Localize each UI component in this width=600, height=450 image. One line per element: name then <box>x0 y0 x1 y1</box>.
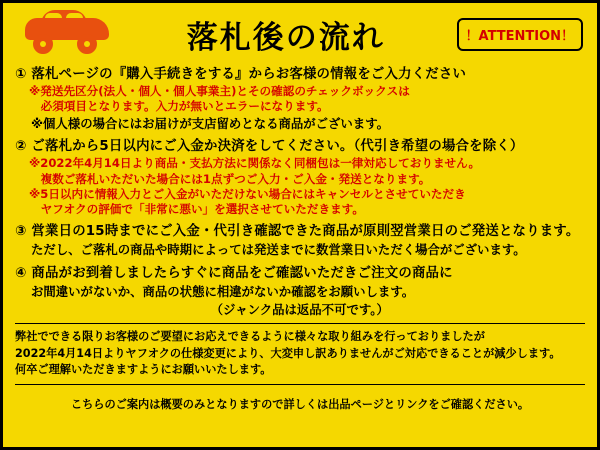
step-number: ② <box>15 139 27 155</box>
divider <box>15 323 585 324</box>
footer <box>3 323 597 412</box>
step-main-line <box>15 137 585 156</box>
step-sub-line: ※2022年4月14日より商品・支払方法に関係なく同梱包は一律対応しておりません。 <box>29 156 481 171</box>
page-title: 落札後の流れ <box>186 19 385 56</box>
step-sub-line: 複数ご落札いただいた場合には1点ずつご入力・ご入金・発送となります。 <box>29 171 431 186</box>
footer-line: 何卒ご理解いただきますようにお願いいたします。 <box>15 362 272 376</box>
step-sub-line: ただし、ご落札の商品や時期によっては発送までに数営業日いただく場合がございます。 <box>31 242 526 258</box>
step-number: ① <box>15 67 27 82</box>
step-main-text: 商品がお到着しましたらすぐに商品をご確認いただきご注文の商品に <box>31 266 453 282</box>
step-main-text: ご落札から5日以内にご入金か決済をしてください。（代引き希望の場合を除く） <box>31 139 524 155</box>
step-main-line <box>15 65 585 84</box>
step-sub-line: ※5日以内に情報入力とご入金がいただけない場合にはキャンセルとさせていただき <box>29 186 466 201</box>
step-main-line <box>15 264 585 283</box>
step-main-text: 営業日の15時までにご入金・代引き確認できた商品が原則翌営業日のご発送となります。 <box>31 224 580 240</box>
list-item <box>15 65 585 132</box>
step-sub-line: 必須項目となります。入力が無いとエラーになります。 <box>29 99 329 114</box>
step-sub-line: ※発送先区分(法人・個人・個人事業主)とその確認のチェックボックスは <box>29 84 410 99</box>
step-sub-line: ※個人様の場合にはお届けが支店留めとなる商品がございます。 <box>31 115 389 131</box>
divider <box>15 384 585 385</box>
step-number: ③ <box>15 224 27 240</box>
footer-line: 2022年4月14日よりヤフオクの仕様変更により、大変申し訳ありませんがご対応できることが減少します。 <box>15 346 561 360</box>
step-sub-line: お間違いがないか、商品の状態に相違がないか確認をお願いします。 <box>31 284 415 300</box>
step-sub-line: ヤフオクの評価で「非常に悪い」を選択させていただきます。 <box>29 202 364 217</box>
step-number: ④ <box>15 266 27 282</box>
step-main-line <box>15 222 585 241</box>
step-sub-line: （ジャンク品は返品不可です。） <box>31 301 389 317</box>
header <box>3 3 597 65</box>
list-item <box>15 137 585 217</box>
footer-note: こちらのご案内は概要のみとなりますので詳しくは出品ページとリンクをご確認ください。 <box>70 398 530 412</box>
attention-badge: ！ATTENTION！ <box>457 18 583 51</box>
footer-line: 弊社でできる限りお客様のご要望にお応えできるように様々な取り組みを行っておりましたが <box>15 330 485 344</box>
list-item <box>15 264 585 318</box>
list-item <box>15 222 585 259</box>
car-icon <box>19 10 115 58</box>
steps-list <box>3 65 597 318</box>
step-main-text: 落札ページの『購入手続きをする』からお客様の情報をご入力ください <box>31 67 467 82</box>
